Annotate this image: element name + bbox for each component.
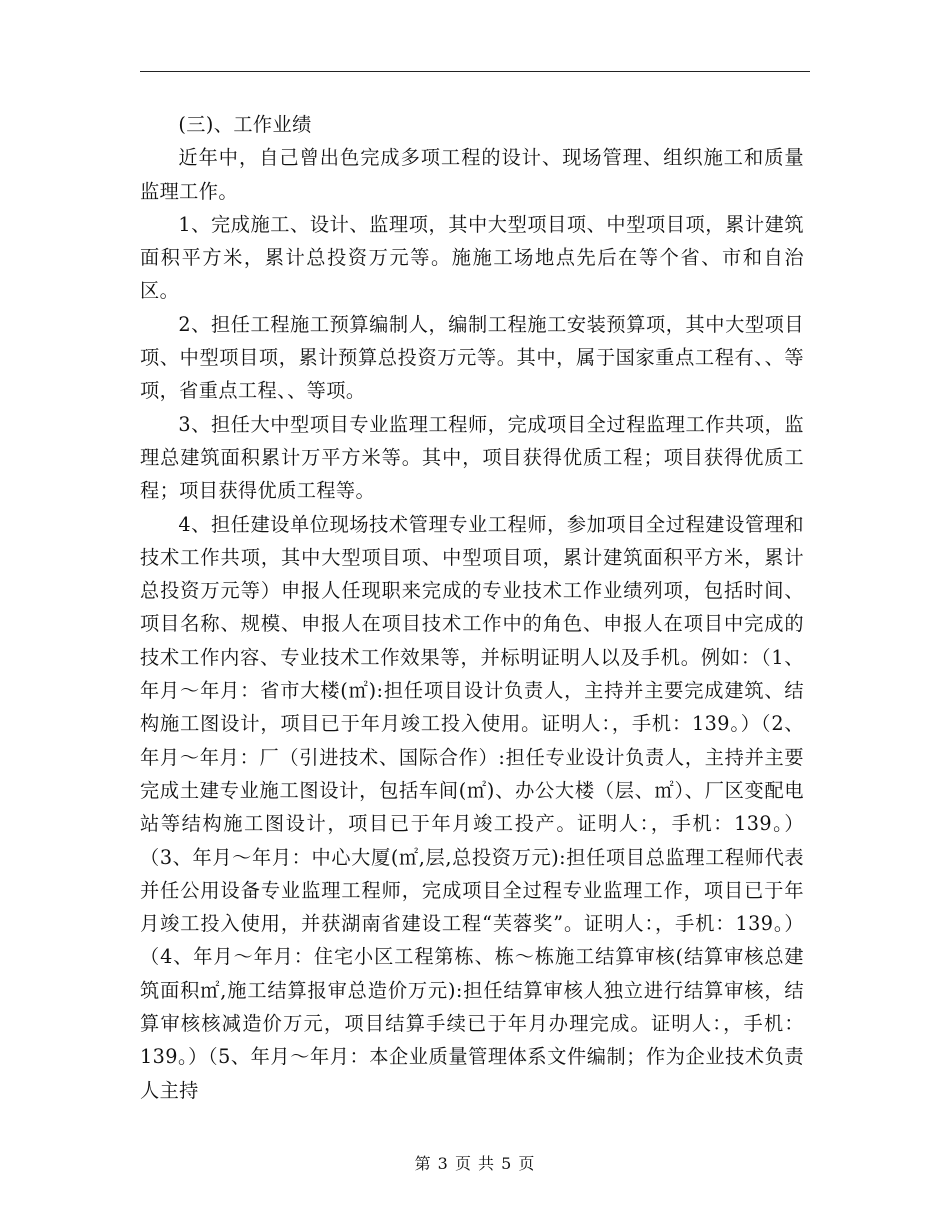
paragraph-item-4: 4、担任建设单位现场技术管理专业工程师，参加项目全过程建设管理和技术工作共项，其中大型项目项、中型项目项，累计建筑面积平方米，累计总投资万元等）申报人任现职来完成的专业技术工作业绩列项，包括时间、项目名称、规模、申报人在项目技术工作中的角色、申报人在项目中完成的技术工作内容、专业技术工作效果等，并标明证明人以及手机。例如：（1、年月～年月：省市大楼(㎡):担任项目设计负责人，主持并主要完成建筑、结构施工图设计，项目已于年月竣工投入使用。证明人：，手机：139。）（2、年月～年月：厂（引进技术、国际合作）:担任专业设计负责人，主持并主要完成土建专业施工图设计，包括车间(㎡)、办公大楼（层、㎡）、厂区变配电站等结构施工图设计，项目已于年月竣工投产。证明人：，手机：139。）（3、年月～年月：中心大厦(㎡,层,总投资万元):担任项目总监理工程师代表并任公用设备专业监理工程师，完成项目全过程专业监理工作，项目已于年月竣工投入使用，并获湖南省建设工程“芙蓉奖”。证明人：，手机：139。）（4、年月～年月：住宅小区工程第栋、栋～栋施工结算审核(结算审核总建筑面积㎡,施工结算报审总造价万元):担任结算审核人独立进行结算审核，结算审核核减造价万元，项目结算手续已于年月办理完成。证明人：，手机：139。）（5、年月～年月：本企业质量管理体系文件编制；作为企业技术负责人主持 [140,512,804,1102]
paragraph-item-2: 2、担任工程施工预算编制人，编制工程施工安装预算项，其中大型项目项、中型项目项，累计预算总投资万元等。其中，属于国家重点工程有、、等项，省重点工程、、等项。 [140,312,804,403]
header-rule [140,71,810,72]
page-number: 第 3 页 共 5 页 [414,1154,536,1173]
section-heading: (三)、工作业绩 [178,113,312,136]
paragraph-intro: 近年中，自己曾出色完成多项工程的设计、现场管理、组织施工和质量监理工作。 [140,146,804,203]
paragraph-item-1: 1、完成施工、设计、监理项，其中大型项目项、中型项目项，累计建筑面积平方米，累计总投资万元等。施施工场地点先后在等个省、市和自治区。 [140,212,804,303]
paragraph-item-3: 3、担任大中型项目专业监理工程师，完成项目全过程监理工作共项，监理总建筑面积累计万平方米等。其中，项目获得优质工程；项目获得优质工程；项目获得优质工程等。 [140,412,804,503]
page-footer [0,1151,950,1174]
document-body [140,108,804,1107]
